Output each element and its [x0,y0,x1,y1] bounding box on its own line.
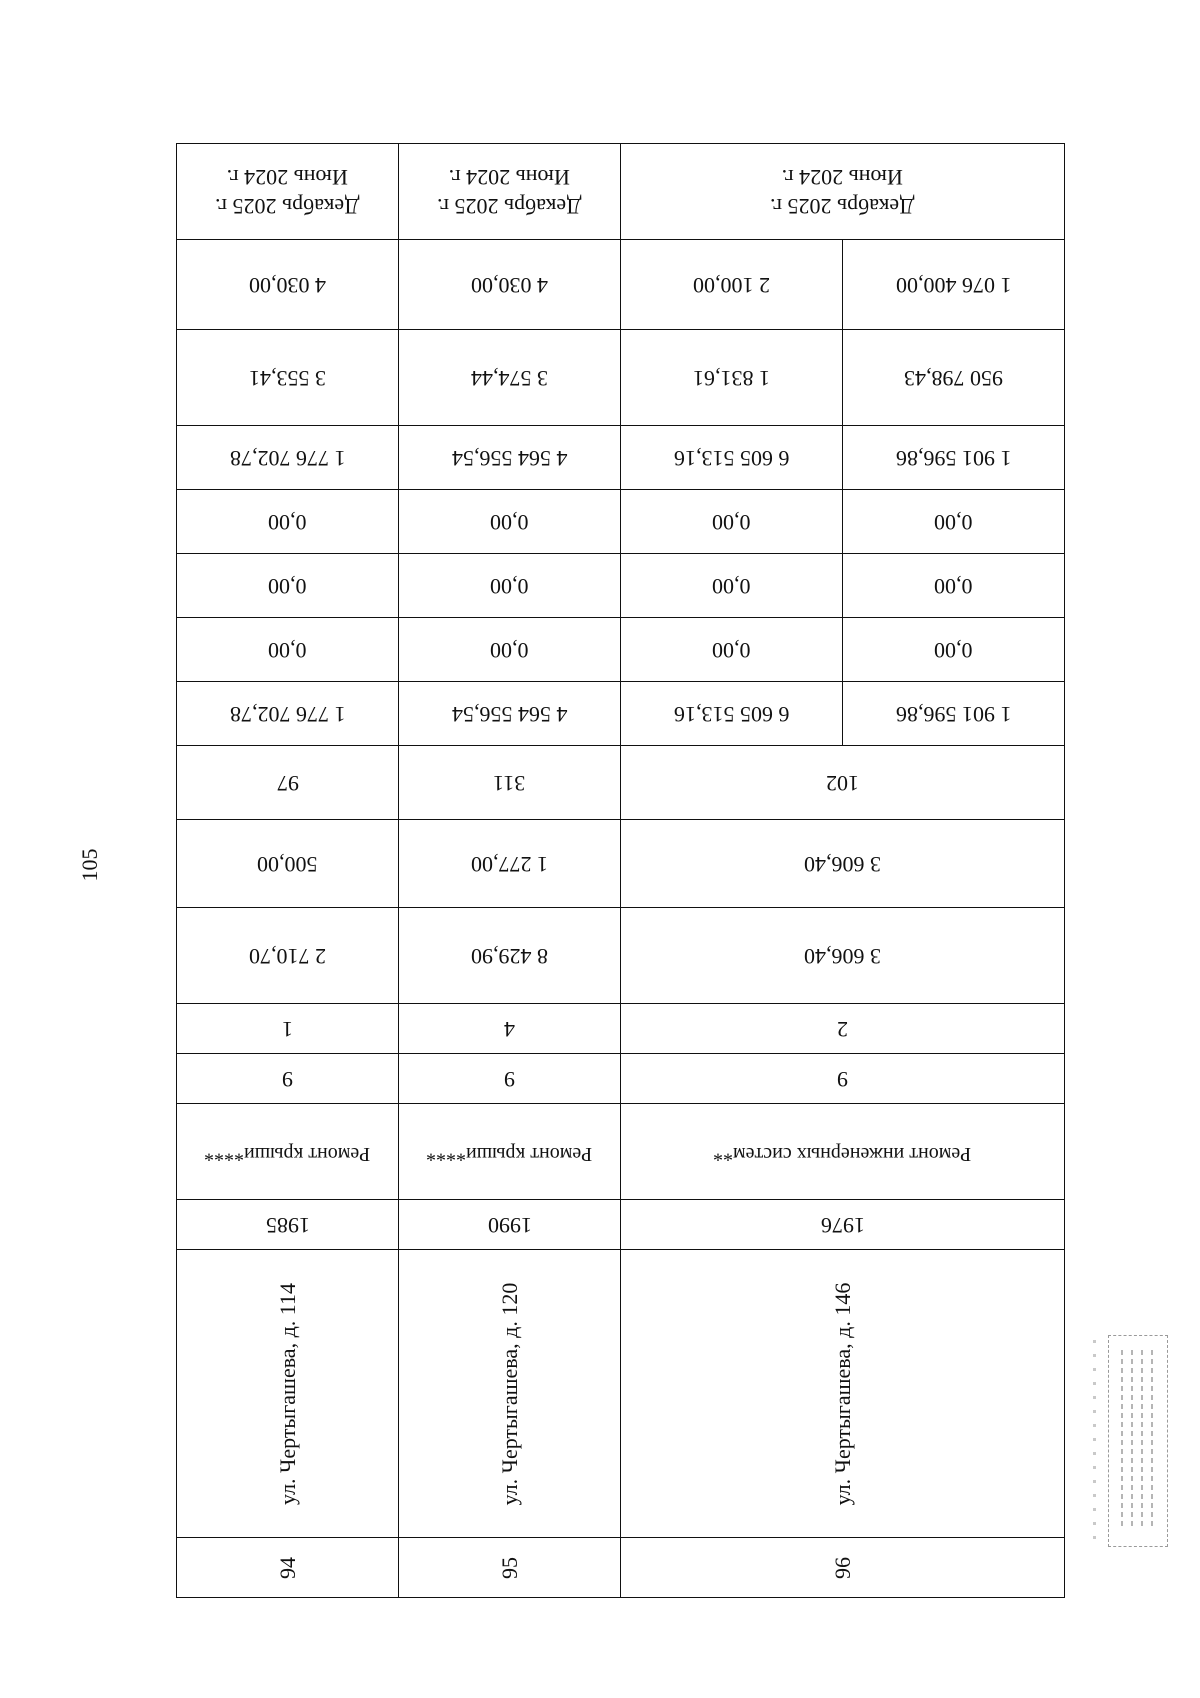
scan-artifact [1093,1340,1096,1540]
faded-stamp [1108,1335,1168,1547]
cell-value: 1 776 702,78 [177,426,399,490]
cell-row-number: 96 [621,1538,1065,1598]
cell-dates: Декабрь 2025 г. Июнь 2024 г. [621,144,1065,240]
row-address [177,1250,1065,1538]
cell-value: 6 605 513,16 [621,682,843,746]
cell-year: 1990 [399,1200,621,1250]
row-dates [177,144,1065,240]
cell-address: ул. Чертыгашева, д. 146 [621,1250,1065,1538]
cell-value: 0,00 [621,618,843,682]
cell-value: 2 710,70 [177,908,399,1004]
cell-row-number: 94 [177,1538,399,1598]
cell-value: 0,00 [177,618,399,682]
cell-value: 3 606,40 [621,820,1065,908]
cell-value: 0,00 [399,554,621,618]
row-v8 [177,746,1065,820]
page-number: 105 [77,848,102,882]
repair-schedule-table [176,143,1065,1598]
cell-value: 2 100,00 [621,240,843,330]
row-v9 [177,820,1065,908]
row-v11 [177,1004,1065,1054]
cell-value: 0,00 [177,554,399,618]
cell-value: 0,00 [621,490,843,554]
row-number [177,1538,1065,1598]
cell-value: 4 [399,1004,621,1054]
cell-work-type: Ремонт крыши**** [177,1104,399,1200]
cell-value: 0,00 [177,490,399,554]
row-v7 [177,682,1065,746]
row-v4 [177,490,1065,554]
cell-value: 1 277,00 [399,820,621,908]
cell-year: 1976 [621,1200,1065,1250]
cell-dates: Декабрь 2025 г. Июнь 2024 г. [177,144,399,240]
stamp-lines [1117,1350,1157,1530]
cell-value: 0,00 [843,618,1065,682]
cell-value: 6 605 513,16 [621,426,843,490]
cell-value: 3 606,40 [621,908,1065,1004]
cell-value: 8 429,90 [399,908,621,1004]
cell-value: 0,00 [399,490,621,554]
row-v5 [177,554,1065,618]
cell-row-number: 95 [399,1538,621,1598]
cell-value: 3 553,41 [177,330,399,426]
cell-value: 4 030,00 [177,240,399,330]
cell-value: 97 [177,746,399,820]
row-v12 [177,1054,1065,1104]
cell-value: 1 076 400,00 [843,240,1065,330]
cell-value: 102 [621,746,1065,820]
row-v3 [177,426,1065,490]
cell-address: ул. Чертыгашева, д. 120 [399,1250,621,1538]
cell-value: 9 [399,1054,621,1104]
row-v10 [177,908,1065,1004]
cell-value: 1 [177,1004,399,1054]
cell-address: ул. Чертыгашева, д. 114 [177,1250,399,1538]
cell-value: 9 [621,1054,1065,1104]
cell-value: 9 [177,1054,399,1104]
cell-value: 0,00 [399,618,621,682]
row-work-type [177,1104,1065,1200]
row-year [177,1200,1065,1250]
cell-value: 1 901 596,86 [843,682,1065,746]
cell-year: 1985 [177,1200,399,1250]
cell-value: 2 [621,1004,1065,1054]
row-v1 [177,240,1065,330]
cell-value: 3 574,44 [399,330,621,426]
cell-value: 1 901 596,86 [843,426,1065,490]
cell-value: 0,00 [843,490,1065,554]
cell-value: 311 [399,746,621,820]
cell-value: 950 798,43 [843,330,1065,426]
cell-value: 500,00 [177,820,399,908]
cell-value: 4 564 556,54 [399,682,621,746]
row-v2 [177,330,1065,426]
cell-value: 1 831,61 [621,330,843,426]
cell-work-type: Ремонт инженерных систем** [621,1104,1065,1200]
cell-value: 4 030,00 [399,240,621,330]
row-v6 [177,618,1065,682]
cell-work-type: Ремонт крыши**** [399,1104,621,1200]
cell-value: 1 776 702,78 [177,682,399,746]
cell-value: 0,00 [843,554,1065,618]
cell-value: 0,00 [621,554,843,618]
cell-value: 4 564 556,54 [399,426,621,490]
cell-dates: Декабрь 2025 г. Июнь 2024 г. [399,144,621,240]
